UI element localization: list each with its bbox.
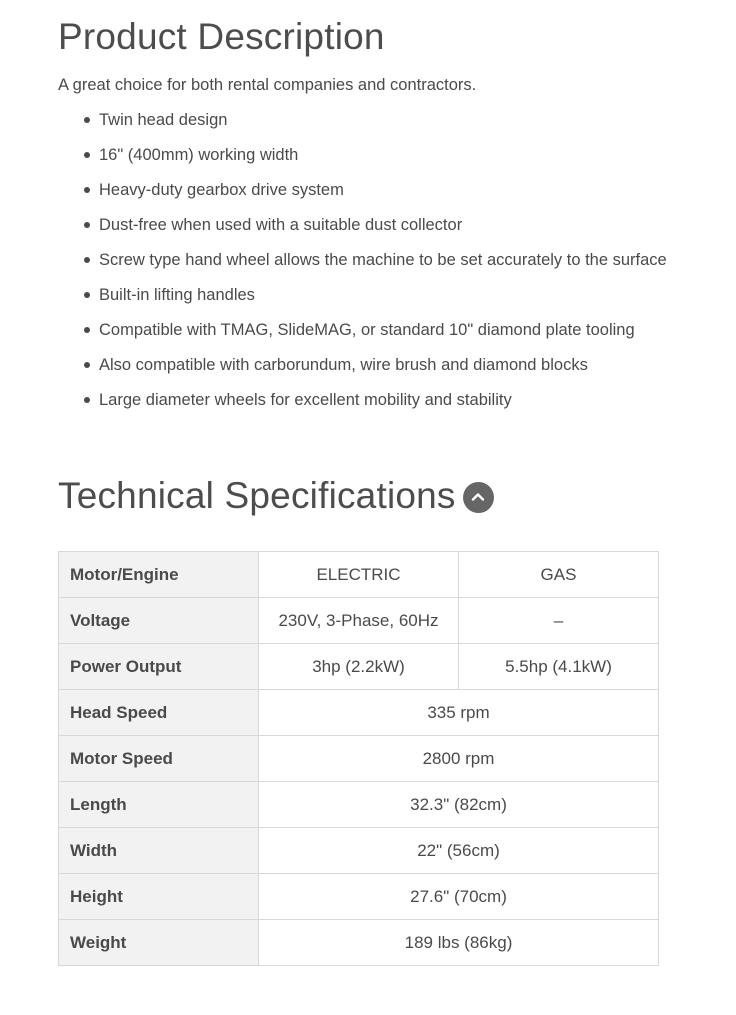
feature-item [58, 318, 667, 353]
bullet-icon [84, 152, 90, 158]
spec-label: Length [59, 782, 259, 828]
feature-text: Compatible with TMAG, SlideMAG, or standard 10" diamond plate tooling [99, 321, 635, 339]
spec-value: 5.5hp (4.1kW) [459, 644, 659, 690]
spec-value: 335 rpm [259, 690, 659, 736]
table-row [59, 552, 659, 598]
feature-text: Screw type hand wheel allows the machine to be set accurately to the surface [99, 251, 667, 269]
spec-label: Head Speed [59, 690, 259, 736]
feature-text: 16" (400mm) working width [99, 146, 299, 164]
product-description-title: Product Description [58, 16, 385, 57]
table-row [59, 690, 659, 736]
bullet-icon [84, 222, 90, 228]
spec-value: 32.3" (82cm) [259, 782, 659, 828]
feature-text: Heavy-duty gearbox drive system [99, 181, 344, 199]
spec-value: 27.6" (70cm) [259, 874, 659, 920]
feature-item [58, 353, 667, 388]
spec-label: Width [59, 828, 259, 874]
table-row [59, 644, 659, 690]
table-row [59, 736, 659, 782]
product-intro: A great choice for both rental companies and contractors. [58, 76, 477, 94]
spec-label: Power Output [59, 644, 259, 690]
feature-text: Twin head design [99, 111, 228, 129]
feature-text: Dust-free when used with a suitable dust collector [99, 216, 463, 234]
bullet-icon [84, 397, 90, 403]
bullet-icon [84, 292, 90, 298]
feature-item [58, 143, 667, 178]
spec-label: Motor Speed [59, 736, 259, 782]
spec-value: 230V, 3-Phase, 60Hz [259, 598, 459, 644]
chevron-up-icon [471, 492, 485, 502]
feature-item [58, 178, 667, 213]
table-row [59, 828, 659, 874]
feature-item [58, 388, 667, 423]
feature-text: Built-in lifting handles [99, 286, 255, 304]
spec-value: GAS [459, 552, 659, 598]
spec-label: Voltage [59, 598, 259, 644]
spec-label: Motor/Engine [59, 552, 259, 598]
bullet-icon [84, 362, 90, 368]
spec-label: Height [59, 874, 259, 920]
bullet-icon [84, 187, 90, 193]
collapse-toggle-button[interactable] [463, 482, 494, 513]
spec-table [58, 551, 659, 966]
feature-item [58, 248, 667, 283]
spec-heading [58, 473, 494, 519]
bullet-icon [84, 117, 90, 123]
bullet-icon [84, 257, 90, 263]
spec-value: 3hp (2.2kW) [259, 644, 459, 690]
bullet-icon [84, 327, 90, 333]
technical-specifications-title: Technical Specifications [58, 475, 456, 516]
feature-text: Large diameter wheels for excellent mobility and stability [99, 391, 512, 409]
table-row [59, 782, 659, 828]
spec-value: ELECTRIC [259, 552, 459, 598]
spec-value: 189 lbs (86kg) [259, 920, 659, 966]
table-row [59, 874, 659, 920]
feature-item [58, 283, 667, 318]
spec-label: Weight [59, 920, 259, 966]
feature-text: Also compatible with carborundum, wire brush and diamond blocks [99, 356, 588, 374]
feature-item [58, 108, 667, 143]
spec-value: 22" (56cm) [259, 828, 659, 874]
feature-item [58, 213, 667, 248]
spec-value: 2800 rpm [259, 736, 659, 782]
feature-list [58, 108, 667, 423]
table-row [59, 598, 659, 644]
spec-value: – [459, 598, 659, 644]
table-row [59, 920, 659, 966]
